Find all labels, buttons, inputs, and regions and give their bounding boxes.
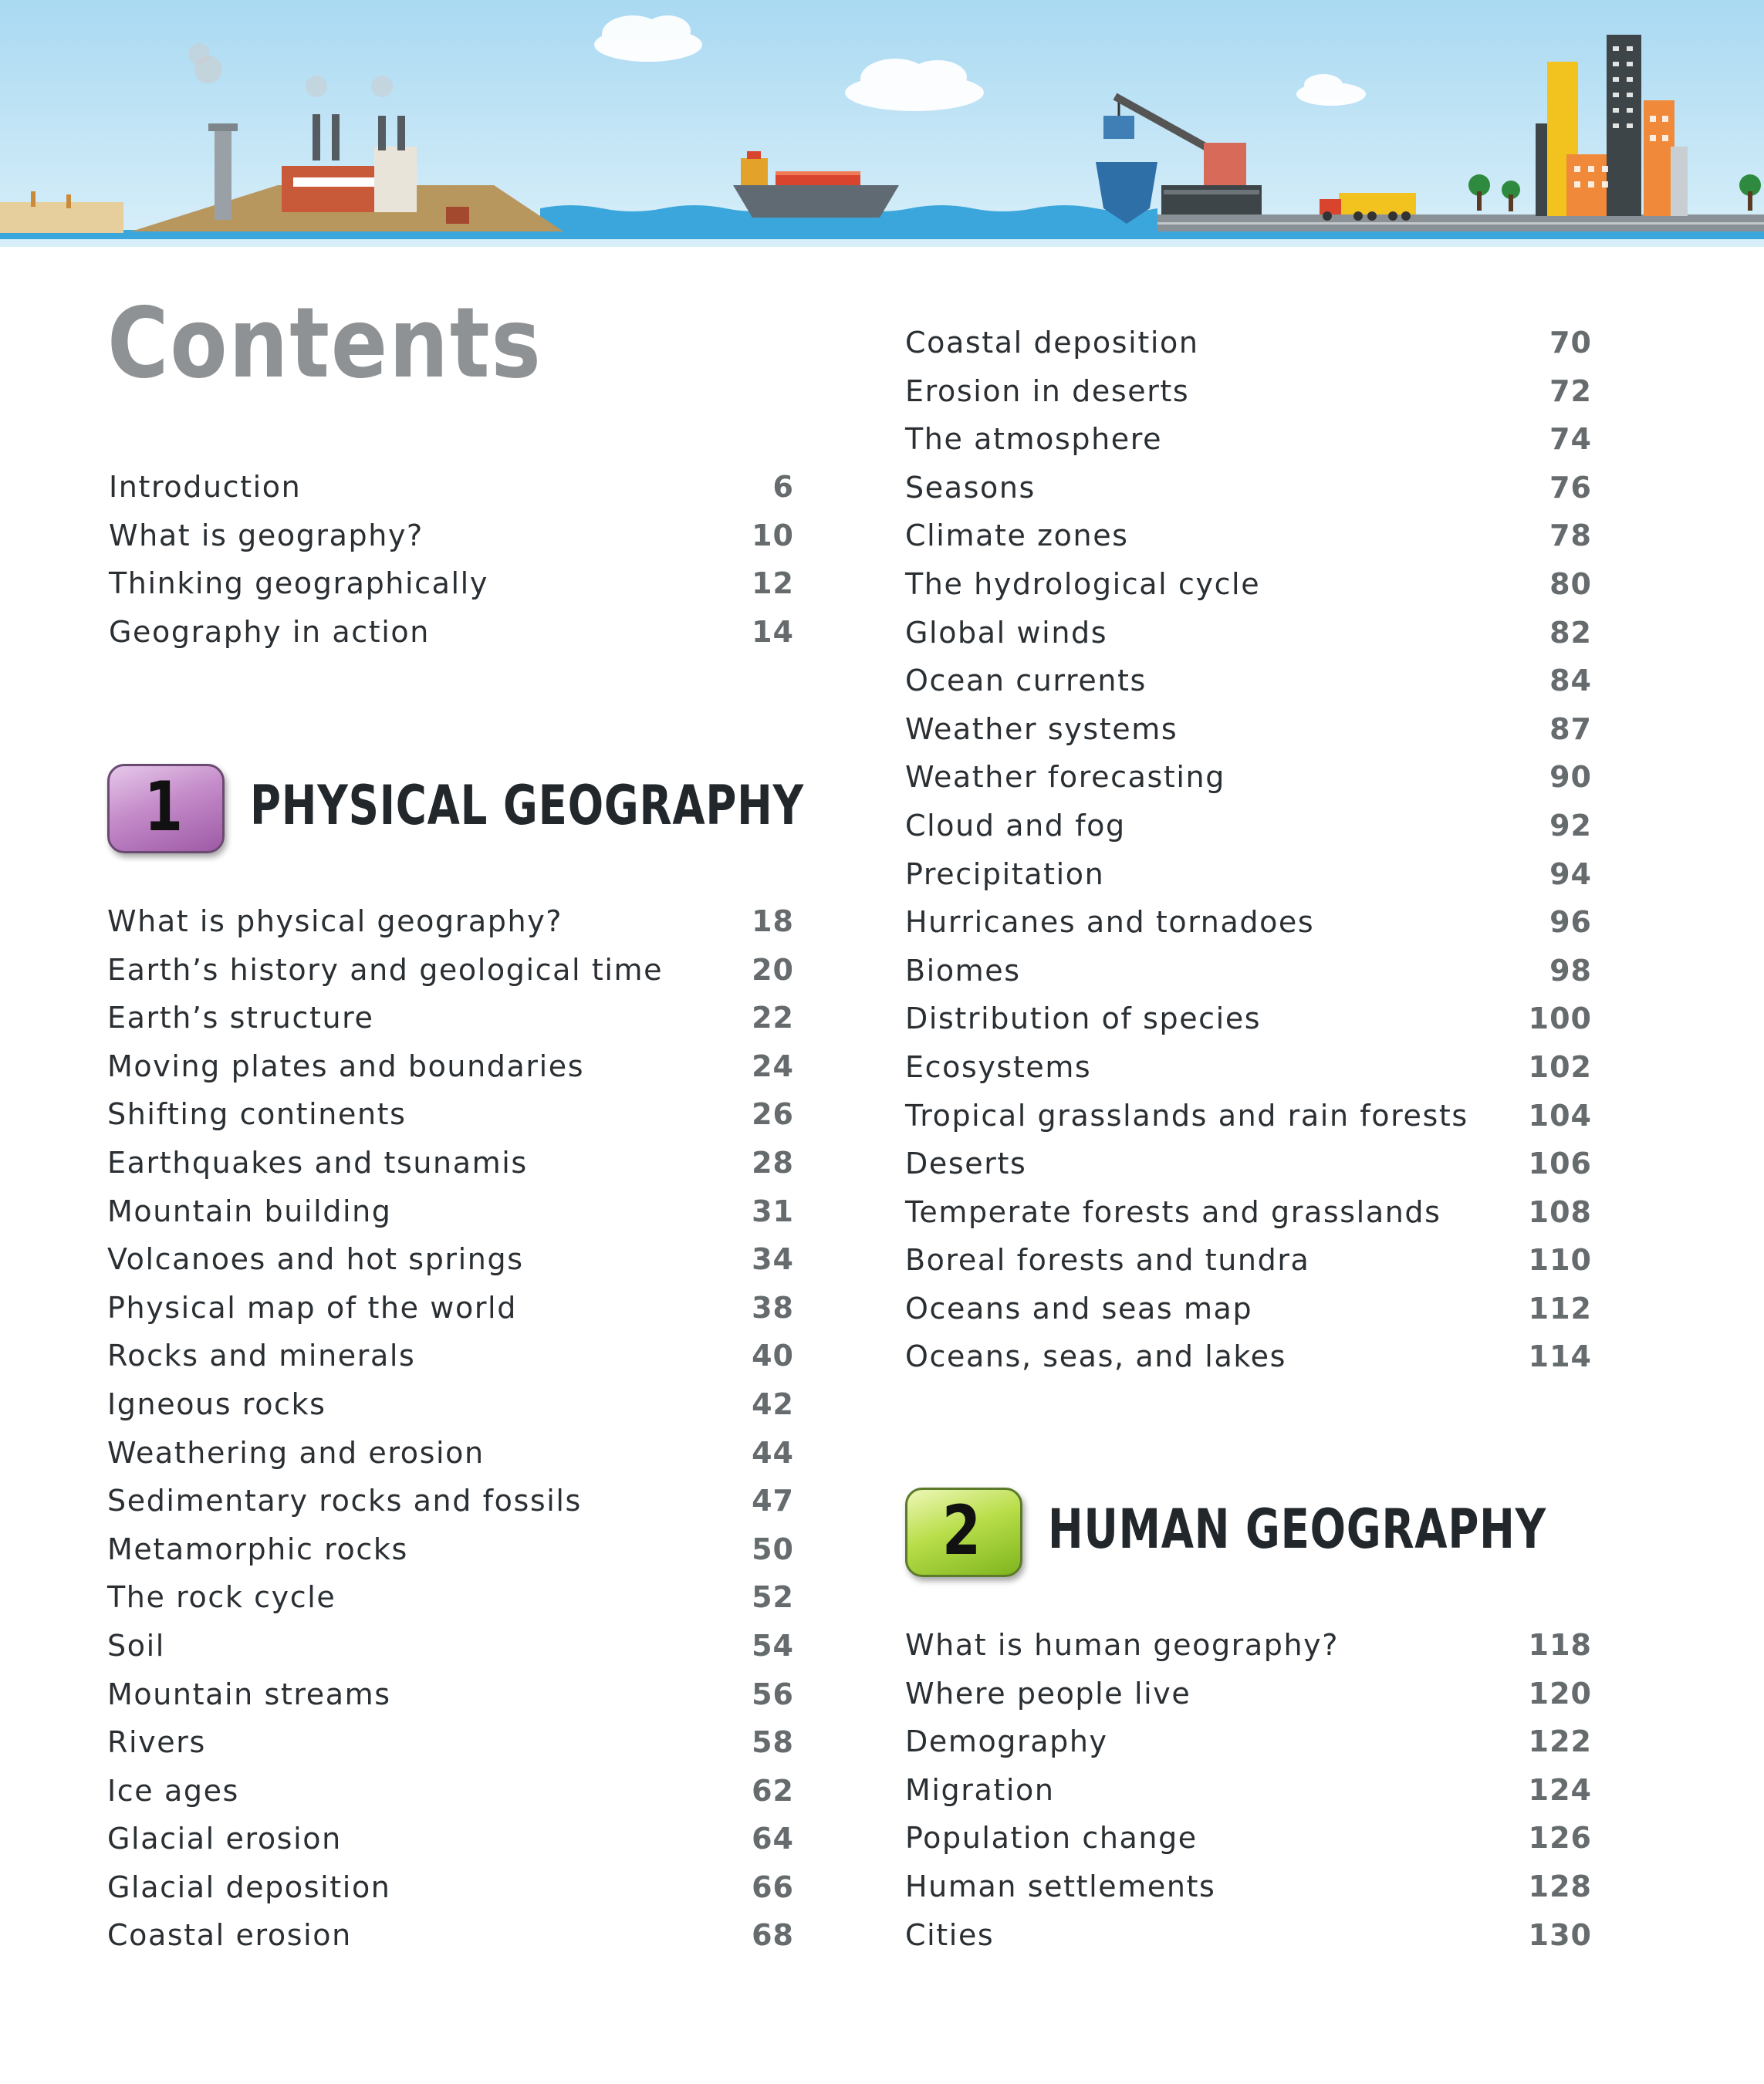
section-title: PHYSICAL GEOGRAPHY (250, 774, 804, 837)
toc-entry (905, 1718, 1592, 1766)
physical-toc-list (107, 897, 794, 1960)
toc-entry-title: Moving plates and boundaries (107, 1049, 585, 1083)
intro-toc-list (109, 463, 794, 656)
toc-entry-page-number: 110 (1528, 1243, 1592, 1278)
toc-entry-page-number: 80 (1549, 566, 1592, 601)
toc-entry-page-number: 72 (1549, 373, 1592, 408)
toc-entry-page-number: 28 (752, 1145, 794, 1180)
toc-entry-page-number: 62 (752, 1773, 794, 1808)
toc-entry (107, 1767, 794, 1815)
toc-entry-title: Temperate forests and grasslands (905, 1194, 1441, 1229)
toc-entry (905, 1140, 1592, 1188)
toc-entry-title: Where people live (905, 1676, 1191, 1711)
toc-entry (905, 1766, 1592, 1815)
toc-entry-page-number: 50 (752, 1532, 794, 1566)
toc-entry-title: Shifting continents (107, 1097, 407, 1132)
toc-entry-page-number: 44 (752, 1435, 794, 1470)
toc-entry (107, 1718, 794, 1767)
toc-entry-title: Soil (107, 1628, 165, 1663)
toc-entry-page-number: 130 (1528, 1917, 1592, 1952)
toc-entry-title: Distribution of species (905, 1001, 1262, 1036)
toc-entry-title: Ocean currents (905, 664, 1147, 698)
toc-entry-title: Weather systems (905, 711, 1178, 746)
toc-entry-title: What is human geography? (905, 1628, 1340, 1662)
toc-entry-page-number: 18 (752, 904, 794, 938)
toc-entry-title: Precipitation (905, 856, 1105, 891)
toc-entry (905, 1188, 1592, 1237)
toc-entry (107, 1429, 794, 1478)
toc-entry-title: Earth’s structure (107, 1001, 374, 1035)
toc-entry-page-number: 124 (1528, 1772, 1592, 1807)
toc-entry (905, 1092, 1592, 1140)
toc-entry-page-number: 126 (1528, 1821, 1592, 1856)
toc-entry-page-number: 108 (1528, 1194, 1592, 1229)
toc-entry-page-number: 106 (1528, 1147, 1592, 1181)
toc-entry-title: Sedimentary rocks and fossils (107, 1484, 582, 1518)
toc-entry-page-number: 120 (1528, 1676, 1592, 1711)
toc-entry-page-number: 24 (752, 1049, 794, 1083)
toc-entry-title: Oceans and seas map (905, 1291, 1253, 1326)
toc-entry (107, 1863, 794, 1912)
toc-entry-title: Weather forecasting (905, 760, 1225, 795)
section-number: 2 (941, 1491, 982, 1570)
toc-entry-title: Earthquakes and tsunamis (107, 1145, 528, 1180)
page-title: Contents (107, 286, 542, 400)
toc-entry-title: Introduction (109, 470, 302, 504)
toc-entry (107, 1477, 794, 1525)
toc-entry (905, 898, 1592, 947)
toc-entry-page-number: 104 (1528, 1098, 1592, 1133)
toc-entry (107, 1042, 794, 1091)
toc-entry (107, 1332, 794, 1380)
toc-entry-title: Deserts (905, 1147, 1027, 1181)
toc-entry-page-number: 20 (752, 952, 794, 987)
toc-entry (905, 1236, 1592, 1285)
toc-entry-title: Mountain streams (107, 1677, 391, 1711)
toc-entry (905, 1621, 1592, 1670)
toc-entry-page-number: 56 (752, 1677, 794, 1711)
toc-entry (107, 1911, 794, 1960)
toc-entry-title: Glacial deposition (107, 1870, 391, 1904)
toc-entry-page-number: 92 (1549, 808, 1592, 843)
toc-entry-title: Migration (905, 1772, 1055, 1807)
toc-entry (107, 897, 794, 946)
toc-entry (109, 608, 794, 657)
toc-entry-page-number: 96 (1549, 905, 1592, 940)
toc-entry-title: What is physical geography? (107, 904, 563, 938)
toc-entry (107, 1622, 794, 1670)
toc-entry-page-number: 100 (1528, 1001, 1592, 1036)
toc-entry (905, 609, 1592, 657)
toc-entry-page-number: 38 (752, 1290, 794, 1325)
toc-entry (905, 753, 1592, 802)
toc-entry-page-number: 42 (752, 1387, 794, 1421)
section-number: 1 (144, 767, 184, 846)
toc-entry (107, 1187, 794, 1236)
toc-entry-page-number: 14 (752, 614, 794, 649)
toc-entry-title: Population change (905, 1821, 1198, 1856)
toc-entry-page-number: 128 (1528, 1869, 1592, 1903)
section-title: HUMAN GEOGRAPHY (1048, 1498, 1546, 1561)
toc-entry-title: Thinking geographically (109, 566, 488, 601)
toc-entry-title: The hydrological cycle (905, 566, 1261, 601)
toc-entry-page-number: 12 (752, 566, 794, 601)
toc-entry-page-number: 82 (1549, 615, 1592, 650)
toc-entry-title: Volcanoes and hot springs (107, 1242, 524, 1277)
toc-entry-page-number: 122 (1528, 1724, 1592, 1759)
toc-entry-title: Glacial erosion (107, 1822, 342, 1856)
toc-entry-page-number: 31 (752, 1194, 794, 1228)
toc-entry-title: Physical map of the world (107, 1290, 517, 1325)
human-toc-list (905, 1621, 1592, 1959)
toc-entry-title: Climate zones (905, 518, 1129, 553)
toc-entry-page-number: 112 (1528, 1291, 1592, 1326)
toc-entry (107, 1815, 794, 1863)
toc-entry-title: Ecosystems (905, 1049, 1092, 1084)
toc-entry (107, 1670, 794, 1719)
toc-entry (905, 657, 1592, 705)
toc-entry-title: Rocks and minerals (107, 1339, 416, 1373)
toc-entry (107, 1380, 794, 1429)
toc-entry (107, 1139, 794, 1187)
toc-entry (905, 1332, 1592, 1381)
section-heading-human (905, 1488, 1600, 1580)
toc-entry-title: Hurricanes and tornadoes (905, 905, 1315, 940)
toc-entry-page-number: 76 (1549, 470, 1592, 505)
toc-entry (905, 512, 1592, 560)
toc-entry-page-number: 58 (752, 1725, 794, 1760)
toc-entry-title: Cloud and fog (905, 808, 1126, 843)
toc-entry-title: Coastal deposition (905, 326, 1199, 360)
toc-entry-page-number: 66 (752, 1870, 794, 1904)
toc-entry-page-number: 54 (752, 1628, 794, 1663)
toc-entry (905, 560, 1592, 609)
toc-entry-title: Human settlements (905, 1869, 1216, 1903)
toc-entry (905, 464, 1592, 512)
toc-entry-page-number: 94 (1549, 856, 1592, 891)
toc-entry (107, 994, 794, 1042)
toc-entry (107, 1573, 794, 1622)
toc-entry-title: Metamorphic rocks (107, 1532, 408, 1566)
toc-entry-title: Seasons (905, 470, 1036, 505)
toc-entry-page-number: 87 (1549, 711, 1592, 746)
toc-entry-title: Rivers (107, 1725, 206, 1760)
section-heading-physical (107, 764, 802, 856)
toc-entry-title: Erosion in deserts (905, 373, 1190, 408)
toc-entry-title: Boreal forests and tundra (905, 1243, 1310, 1278)
toc-entry (905, 850, 1592, 899)
header-illustration (0, 0, 1764, 247)
toc-entry (109, 463, 794, 512)
toc-entry-page-number: 64 (752, 1822, 794, 1856)
toc-entry-page-number: 40 (752, 1339, 794, 1373)
toc-entry-title: The atmosphere (905, 422, 1163, 457)
toc-entry-page-number: 78 (1549, 518, 1592, 553)
toc-entry (905, 995, 1592, 1043)
toc-entry-page-number: 34 (752, 1242, 794, 1277)
toc-entry-title: Igneous rocks (107, 1387, 326, 1421)
toc-entry-page-number: 10 (752, 518, 794, 552)
toc-entry (905, 1285, 1592, 1333)
toc-entry (905, 947, 1592, 995)
toc-entry-title: Mountain building (107, 1194, 392, 1228)
toc-entry-page-number: 26 (752, 1097, 794, 1132)
toc-entry-title: The rock cycle (107, 1580, 336, 1615)
toc-entry-page-number: 22 (752, 1001, 794, 1035)
toc-entry-title: Ice ages (107, 1773, 239, 1808)
toc-entry-page-number: 74 (1549, 422, 1592, 457)
toc-entry (107, 1525, 794, 1574)
toc-entry-title: What is geography? (109, 518, 424, 552)
toc-entry-page-number: 70 (1549, 326, 1592, 360)
toc-entry-page-number: 52 (752, 1580, 794, 1615)
toc-entry (905, 1670, 1592, 1718)
toc-entry-page-number: 90 (1549, 760, 1592, 795)
toc-entry-title: Geography in action (109, 614, 430, 649)
toc-entry-title: Earth’s history and geological time (107, 952, 664, 987)
toc-entry (905, 319, 1592, 367)
toc-entry-title: Oceans, seas, and lakes (905, 1339, 1286, 1374)
toc-entry-page-number: 6 (772, 470, 794, 504)
toc-entry-title: Global winds (905, 615, 1108, 650)
toc-entry-page-number: 114 (1528, 1339, 1592, 1374)
toc-entry (107, 1284, 794, 1332)
toc-entry (109, 559, 794, 608)
toc-entry-page-number: 118 (1528, 1628, 1592, 1662)
toc-entry-page-number: 102 (1528, 1049, 1592, 1084)
toc-entry-page-number: 68 (752, 1918, 794, 1953)
toc-entry (905, 802, 1592, 850)
toc-entry-page-number: 84 (1549, 664, 1592, 698)
toc-entry (107, 1235, 794, 1284)
toc-entry (905, 1043, 1592, 1092)
toc-entry-title: Weathering and erosion (107, 1435, 485, 1470)
toc-entry-title: Tropical grasslands and rain forests (905, 1098, 1468, 1133)
toc-entry (107, 1090, 794, 1139)
toc-entry-title: Cities (905, 1917, 995, 1952)
physical-toc-list-continued (905, 319, 1592, 1381)
toc-entry (905, 705, 1592, 754)
toc-entry (905, 1911, 1592, 1960)
toc-entry (109, 512, 794, 560)
toc-entry (107, 946, 794, 995)
toc-entry-title: Biomes (905, 953, 1021, 988)
toc-entry (905, 1863, 1592, 1911)
toc-entry-title: Coastal erosion (107, 1918, 352, 1953)
toc-entry-page-number: 98 (1549, 953, 1592, 988)
toc-entry-page-number: 47 (752, 1484, 794, 1518)
toc-entry (905, 415, 1592, 464)
toc-entry-title: Demography (905, 1724, 1108, 1759)
toc-entry (905, 1814, 1592, 1863)
toc-entry (905, 367, 1592, 416)
